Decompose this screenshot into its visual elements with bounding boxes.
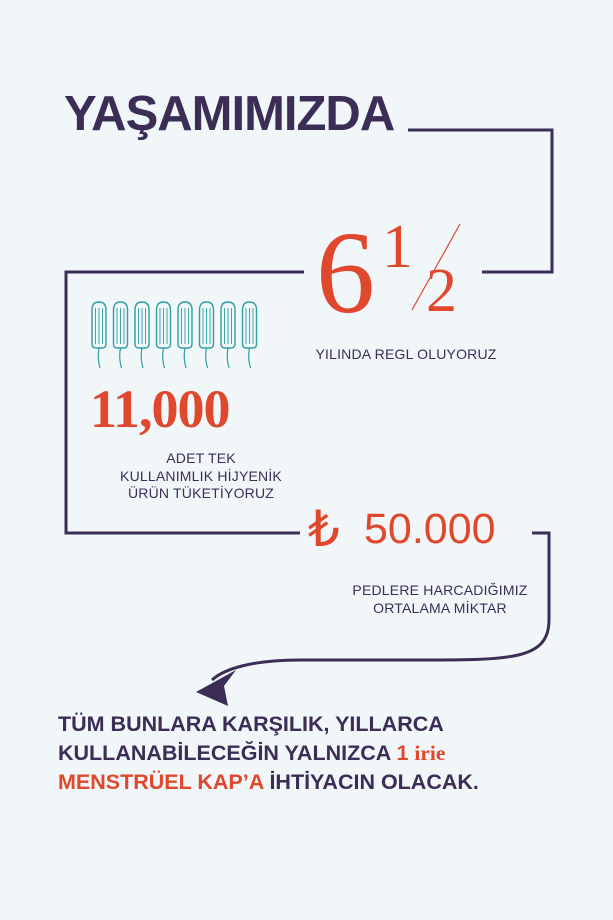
money-caption-line: ORTALAMA MİKTAR bbox=[373, 599, 507, 616]
money-caption-line: PEDLERE HARCADIĞIMIZ bbox=[352, 582, 528, 598]
years-numerator: 1 bbox=[382, 213, 413, 281]
tampon-icon bbox=[114, 302, 128, 368]
tampon-icon bbox=[135, 302, 149, 368]
products-caption-line: KULLANIMLIK HİJYENİK bbox=[120, 467, 282, 484]
years-fraction bbox=[316, 207, 476, 338]
tampon-icon bbox=[200, 302, 214, 368]
tampon-icon-row bbox=[88, 300, 278, 372]
page-title: YAŞAMIMIZDA bbox=[64, 87, 395, 141]
tampon-icon bbox=[92, 302, 106, 368]
conclusion-accent-product: MENSTRÜEL KAP’A bbox=[58, 770, 264, 795]
conclusion-accent-number: 1 bbox=[396, 741, 409, 766]
tampon-icon bbox=[243, 302, 257, 368]
products-count: 11,000 bbox=[90, 379, 230, 439]
money-caption bbox=[320, 582, 560, 617]
tampon-icon bbox=[221, 302, 235, 368]
conclusion-part2: İHTİYACIN OLACAK. bbox=[263, 770, 479, 795]
conclusion-text bbox=[58, 710, 558, 798]
products-caption-line: ÜRÜN TÜKETİYORUZ bbox=[127, 485, 275, 501]
money-amount: 50.000 bbox=[364, 505, 496, 553]
tampon-icon bbox=[178, 302, 192, 368]
products-caption-line: ADET TEK bbox=[166, 450, 236, 466]
tampon-icon bbox=[157, 302, 171, 368]
brand-name: irie bbox=[414, 741, 446, 766]
conclusion-part1: TÜM BUNLARA KARŞILIK, YILLARCA KULLANABİLECEĞİN YALNIZCA bbox=[58, 712, 443, 766]
turkish-lira-icon: ₺ bbox=[308, 500, 340, 558]
years-whole-number: 6 bbox=[316, 207, 375, 338]
products-caption bbox=[66, 450, 336, 503]
years-denominator: 2 bbox=[426, 257, 457, 325]
years-caption: YILINDA REGL OLUYORUZ bbox=[315, 346, 497, 362]
